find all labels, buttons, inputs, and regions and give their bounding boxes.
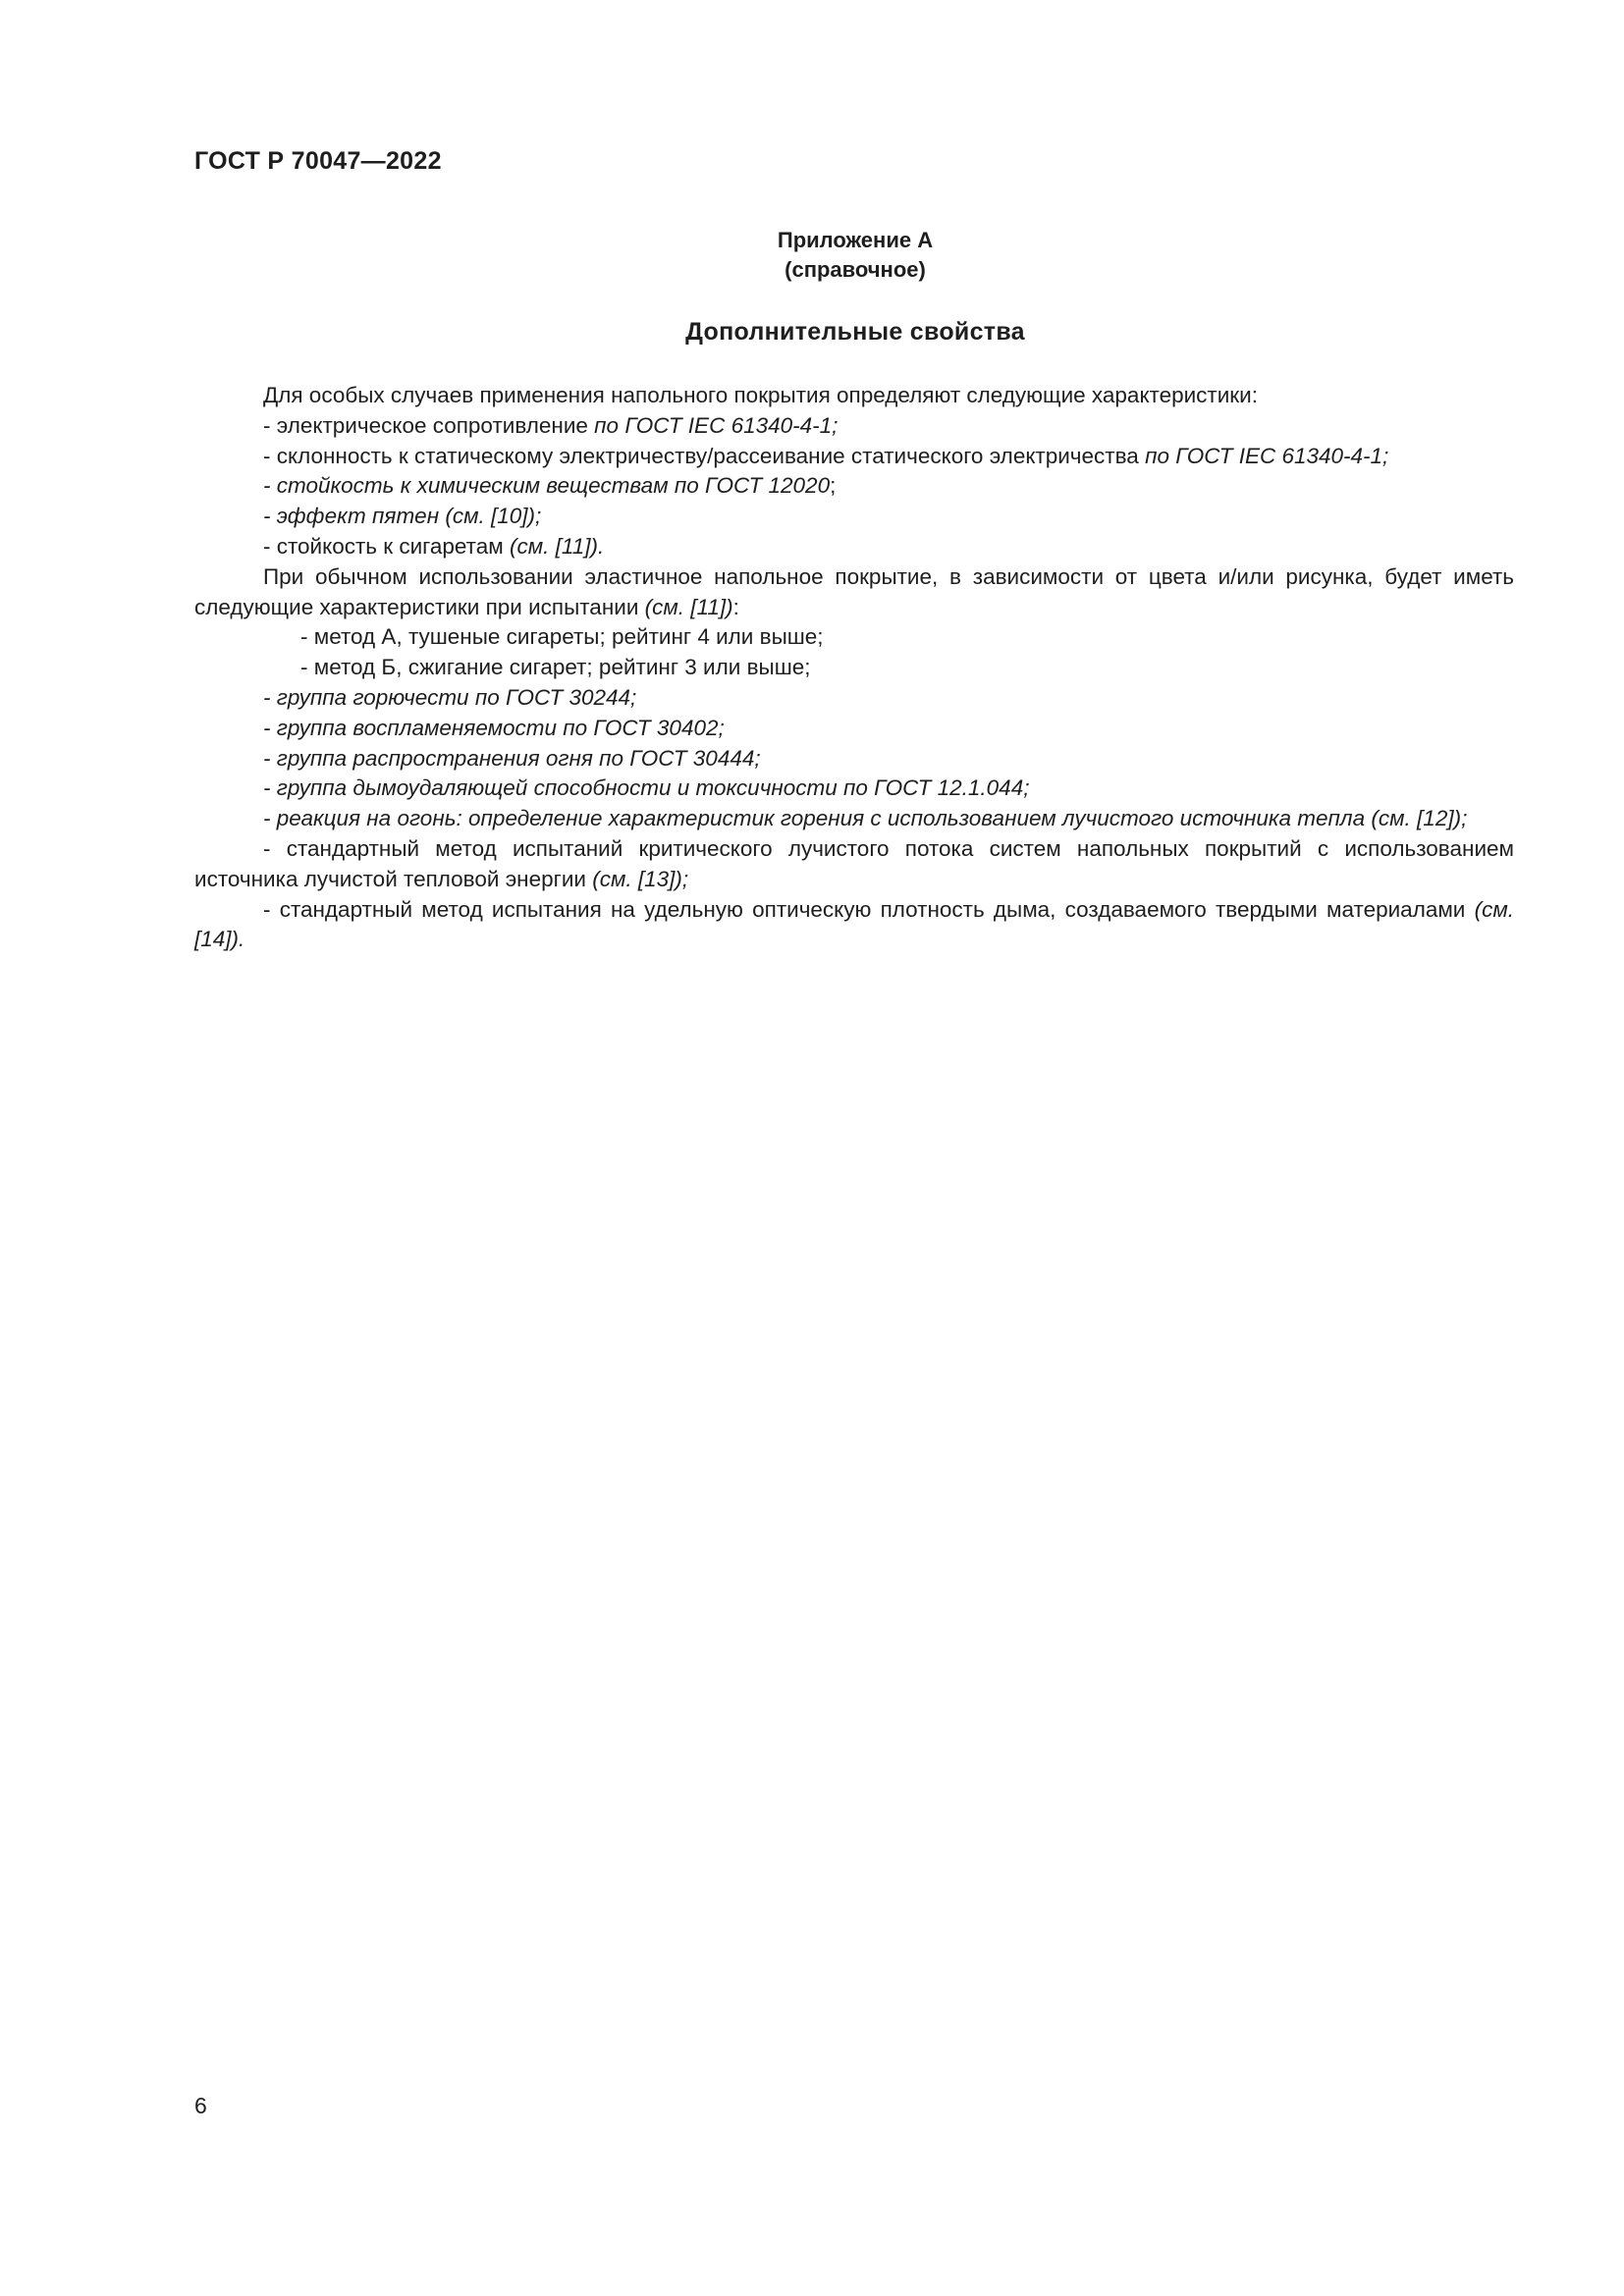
list-item <box>194 471 1514 502</box>
appendix-kind: (справочное) <box>785 257 926 282</box>
page-number: 6 <box>194 2093 207 2118</box>
appendix-heading <box>0 226 1624 285</box>
list-item <box>194 532 1514 562</box>
item-text: ; <box>830 473 837 499</box>
document-code: ГОСТ Р 70047—2022 <box>194 147 442 175</box>
list-item <box>194 774 1514 804</box>
item-reference: (см. [11]). <box>509 533 605 559</box>
paragraph-text: При обычном использовании эластичное напольное покрытие, в зависимости от цвета и/или рисунка, будет иметь следующие характеристики при испытании <box>194 563 1514 619</box>
list-item <box>194 744 1514 774</box>
paragraph-reference: (см. [11]) <box>644 594 733 619</box>
item-text: - электрическое сопротивление <box>263 412 595 438</box>
paragraph <box>194 562 1514 623</box>
intro-paragraph: Для особых случаев применения напольного покрытия определяют следующие характеристики: <box>263 383 1258 407</box>
item-text: - стандартный метод испытаний критического лучистого потока систем напольных покрытий с использованием источника лучистой тепловой энергии <box>194 835 1514 891</box>
item-reference: (см. [13]); <box>592 866 689 891</box>
item-reference: - группа распространения огня по ГОСТ 30444; <box>263 745 761 771</box>
section-title: Дополнительные свойства <box>685 318 1025 346</box>
document-body <box>194 381 1514 955</box>
appendix-title: Приложение А <box>777 228 934 252</box>
sub-list-item: - метод А, тушеные сигареты; рейтинг 4 или выше; <box>300 624 824 650</box>
list-item <box>194 502 1514 532</box>
item-reference: - группа воспламеняемости по ГОСТ 30402; <box>263 715 725 740</box>
list-item <box>194 895 1514 956</box>
paragraph-end: : <box>732 594 739 619</box>
list-item <box>194 411 1514 442</box>
item-reference: - эффект пятен (см. [10]); <box>263 504 542 529</box>
item-reference: - группа горючести по ГОСТ 30244; <box>263 684 637 710</box>
item-reference: - реакция на огонь: определение характеристик горения с использованием лучистого источника тепла (см. [12]); <box>263 806 1468 831</box>
list-item <box>194 442 1514 472</box>
sub-list-item: - метод Б, сжигание сигарет; рейтинг 3 или выше; <box>300 655 811 680</box>
list-item <box>194 834 1514 895</box>
list-item <box>194 714 1514 744</box>
item-reference: - группа дымоудаляющей способности и токсичности по ГОСТ 12.1.044; <box>263 775 1030 801</box>
list-item <box>194 683 1514 714</box>
item-reference: - стойкость к химическим веществам по ГОСТ 12020 <box>263 473 831 499</box>
item-text: - склонность к статическому электричеству/рассеивание статического электричества <box>263 443 1146 468</box>
item-reference: по ГОСТ IEC 61340-4-1; <box>1145 443 1389 468</box>
item-text: - стойкость к сигаретам <box>263 533 510 559</box>
list-item <box>194 804 1514 834</box>
item-reference: по ГОСТ IEC 61340-4-1; <box>594 412 839 438</box>
item-reference: (см. [14]). <box>194 896 1514 952</box>
item-text: - стандартный метод испытания на удельную оптическую плотность дыма, создаваемого твердыми материалами <box>263 896 1475 922</box>
